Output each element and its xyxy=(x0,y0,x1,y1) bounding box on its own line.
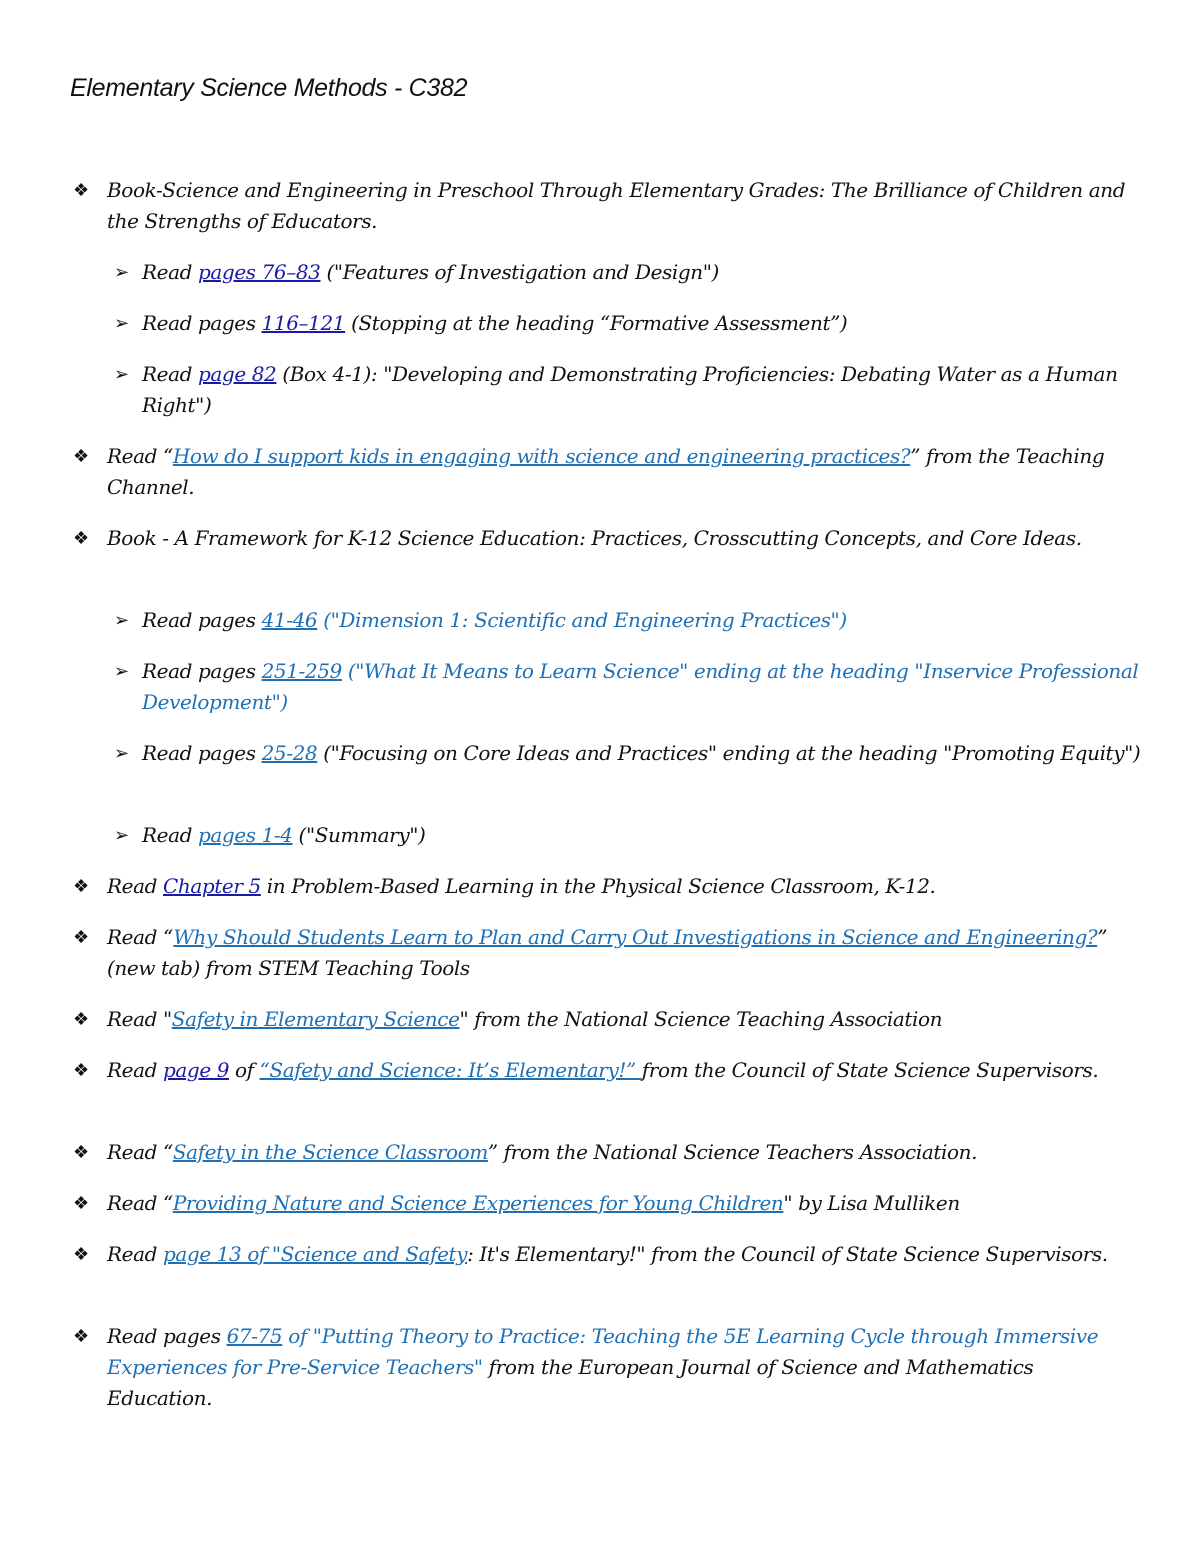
item-text: ("Dimension 1: Scientific and Engineering Practices") xyxy=(317,608,847,632)
arrow-bullet-icon: ➢ xyxy=(114,262,129,283)
list-item xyxy=(114,656,1142,718)
item-text: Read pages xyxy=(107,1324,227,1348)
arrow-bullet-icon: ➢ xyxy=(114,825,129,846)
item-text: Read pages xyxy=(142,608,262,632)
list-item xyxy=(73,1004,1137,1035)
list-item xyxy=(73,1239,1137,1270)
page-82-link[interactable]: page 82 xyxy=(197,362,277,386)
diamond-bullet-icon: ❖ xyxy=(73,876,89,897)
diamond-bullet-icon: ❖ xyxy=(73,1193,89,1214)
diamond-bullet-icon: ❖ xyxy=(73,446,89,467)
item-text: Read “ xyxy=(107,925,174,949)
page-9-link[interactable]: page 9 xyxy=(162,1058,230,1082)
arrow-bullet-icon: ➢ xyxy=(114,313,129,334)
diamond-bullet-icon: ❖ xyxy=(73,1142,89,1163)
arrow-bullet-icon: ➢ xyxy=(114,364,129,385)
item-text: ("Features of Investigation and Design") xyxy=(320,260,719,284)
diamond-bullet-icon: ❖ xyxy=(73,1009,89,1030)
list-item xyxy=(114,308,1142,339)
pages-1-4-link[interactable]: pages 1-4 xyxy=(197,823,293,847)
item-text: Read xyxy=(107,1058,163,1082)
item-text: Read xyxy=(142,260,198,284)
list-item xyxy=(73,1137,1137,1168)
item-text: " by Lisa Mulliken xyxy=(783,1191,960,1215)
list-item xyxy=(73,441,1137,503)
item-text: Read pages xyxy=(142,659,262,683)
item-text: Read xyxy=(107,1242,163,1266)
arrow-bullet-icon: ➢ xyxy=(114,743,129,764)
item-text: ” from the Teaching Channel. xyxy=(107,444,1105,499)
nature-science-experiences-link[interactable]: Providing Nature and Science Experiences for Young Children xyxy=(172,1191,784,1215)
safety-science-classroom-link[interactable]: Safety in the Science Classroom xyxy=(172,1140,488,1164)
list-item xyxy=(114,738,1142,769)
pages-67-75-link[interactable]: 67-75 xyxy=(226,1324,283,1348)
item-text: (Stopping at the heading “Formative Assessment”) xyxy=(345,311,848,335)
arrow-bullet-icon: ➢ xyxy=(114,610,129,631)
item-text: " from the National Science Teaching Association xyxy=(459,1007,943,1031)
list-item xyxy=(73,1055,1137,1086)
item-text: Read pages xyxy=(142,311,262,335)
list-item xyxy=(114,605,1142,636)
pages-25-28-link[interactable]: 25-28 xyxy=(261,741,318,765)
list-item xyxy=(114,257,1142,288)
page-title: Elementary Science Methods - C382 xyxy=(70,74,468,102)
arrow-bullet-icon: ➢ xyxy=(114,661,129,682)
item-text: Read xyxy=(142,823,198,847)
list-item xyxy=(114,359,1142,421)
item-text: Read " xyxy=(107,1007,172,1031)
item-text: Read “ xyxy=(107,444,173,468)
page-13-science-safety-link[interactable]: page 13 of "Science and Safety xyxy=(162,1242,468,1266)
pages-116-121-link[interactable]: 116–121 xyxy=(261,311,346,335)
list-item xyxy=(73,1188,1137,1219)
list-item xyxy=(73,1321,1137,1414)
item-text: of "Putting Theory to Practice: Teaching the 5E Learning Cycle through Immersive Experiences for Pre-Service Teachers" xyxy=(107,1324,1099,1379)
diamond-bullet-icon: ❖ xyxy=(73,180,89,201)
item-text: of xyxy=(229,1058,260,1082)
list-item xyxy=(73,523,1137,554)
item-text: Read xyxy=(107,874,163,898)
pages-41-46-link[interactable]: 41-46 xyxy=(261,608,318,632)
list-item xyxy=(114,820,1142,851)
item-text: in Problem-Based Learning in the Physical Science Classroom, K-12. xyxy=(260,874,936,898)
item-text: Book-Science and Engineering in Preschool Through Elementary Grades: The Brilliance of Children and the Strengths of Educators. xyxy=(107,178,1126,233)
diamond-bullet-icon: ❖ xyxy=(73,1244,89,1265)
stem-teaching-tools-link[interactable]: Why Should Students Learn to Plan and Carry Out Investigations in Science and Engineering? xyxy=(173,925,1098,949)
pages-76-83-link[interactable]: pages 76–83 xyxy=(197,260,321,284)
safety-elementary-science-link[interactable]: Safety in Elementary Science xyxy=(171,1007,460,1031)
item-text: ” (new tab) from STEM Teaching Tools xyxy=(107,925,1108,980)
diamond-bullet-icon: ❖ xyxy=(73,528,89,549)
item-text: ("Summary") xyxy=(292,823,426,847)
list-item xyxy=(73,871,1137,902)
item-text: Read pages xyxy=(142,741,262,765)
pages-251-259-link[interactable]: 251-259 xyxy=(261,659,342,683)
list-item xyxy=(73,922,1137,984)
item-text: from the European Journal of Science and Mathematics Education. xyxy=(107,1355,1034,1410)
item-text: Book - A Framework for K-12 Science Education: Practices, Crosscutting Concepts, and Core Ideas. xyxy=(107,526,1082,550)
list-item xyxy=(73,175,1137,237)
item-text: Read “ xyxy=(107,1191,173,1215)
item-text: ” from the National Science Teachers Association. xyxy=(487,1140,978,1164)
diamond-bullet-icon: ❖ xyxy=(73,927,89,948)
item-text: Read “ xyxy=(107,1140,173,1164)
item-text: from the Council of State Science Supervisors. xyxy=(641,1058,1099,1082)
teaching-channel-link[interactable]: How do I support kids in engaging with science and engineering practices? xyxy=(172,444,911,468)
chapter-5-link[interactable]: Chapter 5 xyxy=(162,874,261,898)
item-text: (Box 4-1): "Developing and Demonstrating Proficiencies: Debating Water as a Human Right") xyxy=(142,362,1118,417)
item-text: Read xyxy=(142,362,198,386)
item-text: : It's Elementary!" from the Council of State Science Supervisors. xyxy=(467,1242,1108,1266)
item-text: ("Focusing on Core Ideas and Practices" ending at the heading "Promoting Equity") xyxy=(317,741,1141,765)
item-text: ("What It Means to Learn Science" ending at the heading "Inservice Professional Development") xyxy=(142,659,1139,714)
safety-and-science-link[interactable]: “Safety and Science: It’s Elementary!” xyxy=(259,1058,642,1082)
diamond-bullet-icon: ❖ xyxy=(73,1326,89,1347)
diamond-bullet-icon: ❖ xyxy=(73,1060,89,1081)
